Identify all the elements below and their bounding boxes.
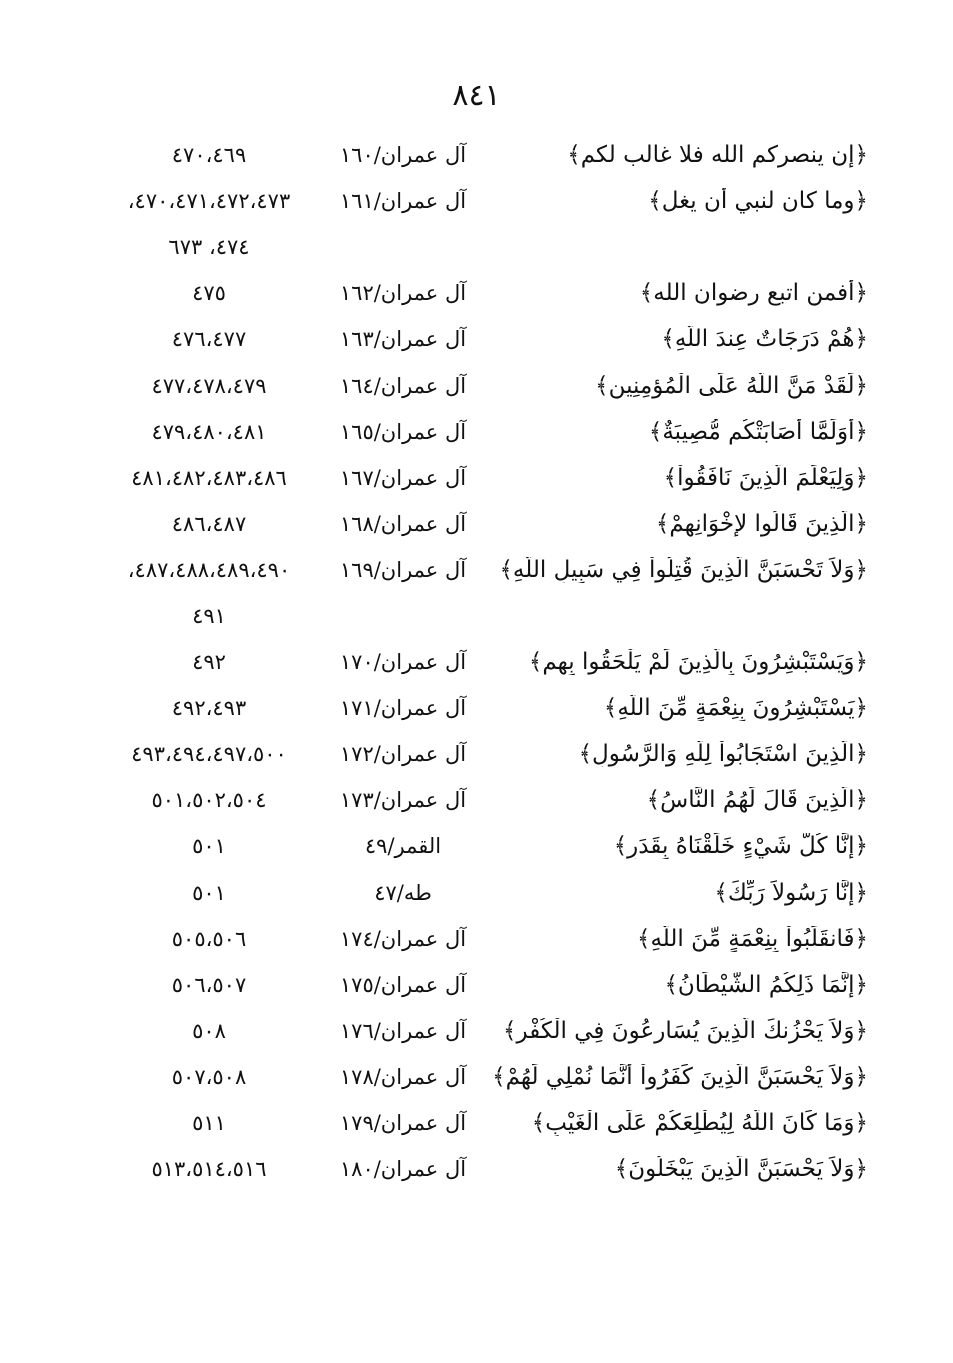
table-row (98, 132, 868, 178)
table-row (98, 224, 868, 270)
table-row (98, 547, 868, 593)
verse-reference: آل عمران/١٦١ (339, 189, 467, 214)
table-row (98, 685, 868, 731)
page-references: ٤٨١،٤٨٢،٤٨٣،٤٨٦ (131, 465, 287, 490)
table-row (98, 455, 868, 501)
table-row (98, 501, 868, 547)
verse-text: ﴿أفمن اتبع رضوان الله﴾ (639, 280, 868, 307)
verse-text: ﴿وما كان لنبي أن يغل﴾ (648, 188, 868, 215)
verse-text: ﴿وَلاَ تَحْسَبَنَّ الَّذِينَ قُتِلُواْ فِي سَبِيلِ اللّهِ﴾ (499, 556, 868, 583)
verse-reference: آل عمران/١٧٩ (339, 1111, 467, 1136)
verse-reference: آل عمران/١٦٢ (339, 281, 467, 306)
verse-text: ﴿وَلاَ يَحْسَبَنَّ الَّذِينَ كَفَرُواْ أَنَّمَا نُمْلِي لَهُمْ﴾ (492, 1063, 868, 1090)
page-references: ٤٧٠،٤٦٩ (171, 143, 247, 168)
page-references: ٤٧٧،٤٧٨،٤٧٩ (151, 373, 267, 398)
page-references: ٤٩١ (192, 603, 226, 628)
verse-text: ﴿إِنَّا كُلَّ شَيْءٍ خَلَقْنَاهُ بِقَدَرٍ﴾ (613, 833, 868, 860)
table-row (98, 916, 868, 962)
page-references: ٤٩٣،٤٩٤،٤٩٧،٥٠٠ (131, 742, 287, 767)
page-references: ٤٧٥ (192, 281, 226, 306)
table-row (98, 962, 868, 1008)
page-references: ٤٧٠،٤٧١،٤٧٢،٤٧٣، (127, 189, 291, 214)
verse-text: ﴿لَقَدْ مَنَّ اللّهُ عَلَى الْمُؤمِنِين﴾ (595, 372, 868, 399)
verse-text: ﴿وَيَسْتَبْشِرُونَ بِالَّذِينَ لَمْ يَلْحَقُوا بِهِم﴾ (528, 649, 868, 676)
verse-text: ﴿إِنَّا رَسُولاَ رَبِّكَ﴾ (714, 879, 868, 906)
verse-text: ﴿إِنَّمَا ذَلِكُمُ الشَّيْطَانُ﴾ (664, 971, 868, 998)
verse-reference: آل عمران/١٧٤ (339, 926, 467, 951)
verse-text: ﴿وَمَا كَانَ اللّهُ لِيُطْلِعَكُمْ عَلَى الْغَيْبِ﴾ (531, 1110, 868, 1137)
verse-text: ﴿فَانقَلَبُواْ بِنِعْمَةٍ مِّنَ اللّهِ﴾ (637, 925, 868, 952)
table-row (98, 362, 868, 408)
page-references: ٥٠١ (192, 834, 226, 859)
verse-text: ﴿الَّذِينَ قَالُوا لإِخْوَانِهِمْ﴾ (655, 510, 868, 537)
verse-reference: آل عمران/١٧٨ (339, 1064, 467, 1089)
table-row (98, 1008, 868, 1054)
verse-text: ﴿وَلِيَعْلَمَ الَّذِينَ نَافَقُواْ﴾ (663, 464, 868, 491)
verse-text: ﴿وَلاَ يَحْزُنكَ الَّذِينَ يُسَارِعُونَ فِي الْكُفْرِ﴾ (503, 1017, 868, 1044)
verse-reference: القمر/٤٩ (364, 834, 442, 859)
page-references: ٥١٣،٥١٤،٥١٦ (151, 1157, 267, 1182)
table-row (98, 823, 868, 869)
table-row (98, 316, 868, 362)
verse-reference: طه/٤٧ (374, 880, 432, 905)
page-references: ٥١١ (192, 1111, 226, 1136)
page-references: ٤٨٦،٤٨٧ (171, 511, 247, 536)
page-references: ٥٠١ (192, 880, 226, 905)
page-references: ٥٠٥،٥٠٦ (171, 926, 247, 951)
verse-text: ﴿الَّذِينَ اسْتَجَابُواْ لِلّهِ وَالرَّسُولِ﴾ (578, 741, 868, 768)
verse-reference: آل عمران/١٦٥ (339, 419, 467, 444)
verse-reference: آل عمران/١٦٩ (339, 557, 467, 582)
page-references: ٤٧٤، ٦٧٣ (168, 235, 250, 260)
table-row (98, 409, 868, 455)
verse-reference: آل عمران/١٧٥ (339, 972, 467, 997)
verse-reference: آل عمران/١٨٠ (339, 1157, 467, 1182)
page-references: ٤٨٧،٤٨٨،٤٨٩،٤٩٠، (127, 557, 291, 582)
verse-text: ﴿أَوَلَمَّا أَصَابَتْكُم مُّصِيبَةٌ﴾ (648, 418, 868, 445)
page-references: ٥٠١،٥٠٢،٥٠٤ (151, 788, 267, 813)
table-row (98, 639, 868, 685)
verse-reference: آل عمران/١٧٦ (339, 1018, 467, 1043)
table-row (98, 178, 868, 224)
verse-reference: آل عمران/١٧٢ (339, 742, 467, 767)
verse-text: ﴿الَّذِينَ قَالَ لَهُمُ النَّاسُ﴾ (646, 787, 868, 814)
table-row (98, 593, 868, 639)
verse-reference: آل عمران/١٧٠ (339, 650, 467, 675)
page-references: ٥٠٧،٥٠٨ (171, 1064, 247, 1089)
verse-reference: آل عمران/١٦٣ (339, 327, 467, 352)
verse-text: ﴿هُمْ دَرَجَاتٌ عِندَ اللّهِ﴾ (661, 326, 868, 353)
table-row (98, 1054, 868, 1100)
page-references: ٤٧٦،٤٧٧ (171, 327, 247, 352)
verse-reference: آل عمران/١٦٧ (339, 465, 467, 490)
table-row (98, 731, 868, 777)
page-references: ٥٠٦،٥٠٧ (171, 972, 247, 997)
table-row (98, 270, 868, 316)
verse-index-table (98, 132, 868, 1192)
page-references: ٤٩٢ (192, 650, 226, 675)
page-number: ٨٤١ (452, 78, 501, 113)
verse-text: ﴿يَسْتَبْشِرُونَ بِنِعْمَةٍ مِّنَ اللّهِ﴾ (603, 695, 868, 722)
verse-text: ﴿إن ينصركم الله فلا غالب لكم﴾ (567, 142, 868, 169)
verse-reference: آل عمران/١٦٨ (339, 511, 467, 536)
verse-reference: آل عمران/١٧٣ (339, 788, 467, 813)
verse-reference: آل عمران/١٧١ (339, 696, 467, 721)
verse-reference: آل عمران/١٦٠ (339, 143, 467, 168)
verse-text: ﴿وَلاَ يَحْسَبَنَّ الَّذِينَ يَبْخَلُونَ﴾ (614, 1156, 868, 1183)
table-row (98, 1100, 868, 1146)
page-references: ٥٠٨ (192, 1018, 226, 1043)
table-row (98, 870, 868, 916)
verse-reference: آل عمران/١٦٤ (339, 373, 467, 398)
page-references: ٤٧٩،٤٨٠،٤٨١ (151, 419, 267, 444)
table-row (98, 777, 868, 823)
page-references: ٤٩٢،٤٩٣ (171, 696, 247, 721)
table-row (98, 1146, 868, 1192)
